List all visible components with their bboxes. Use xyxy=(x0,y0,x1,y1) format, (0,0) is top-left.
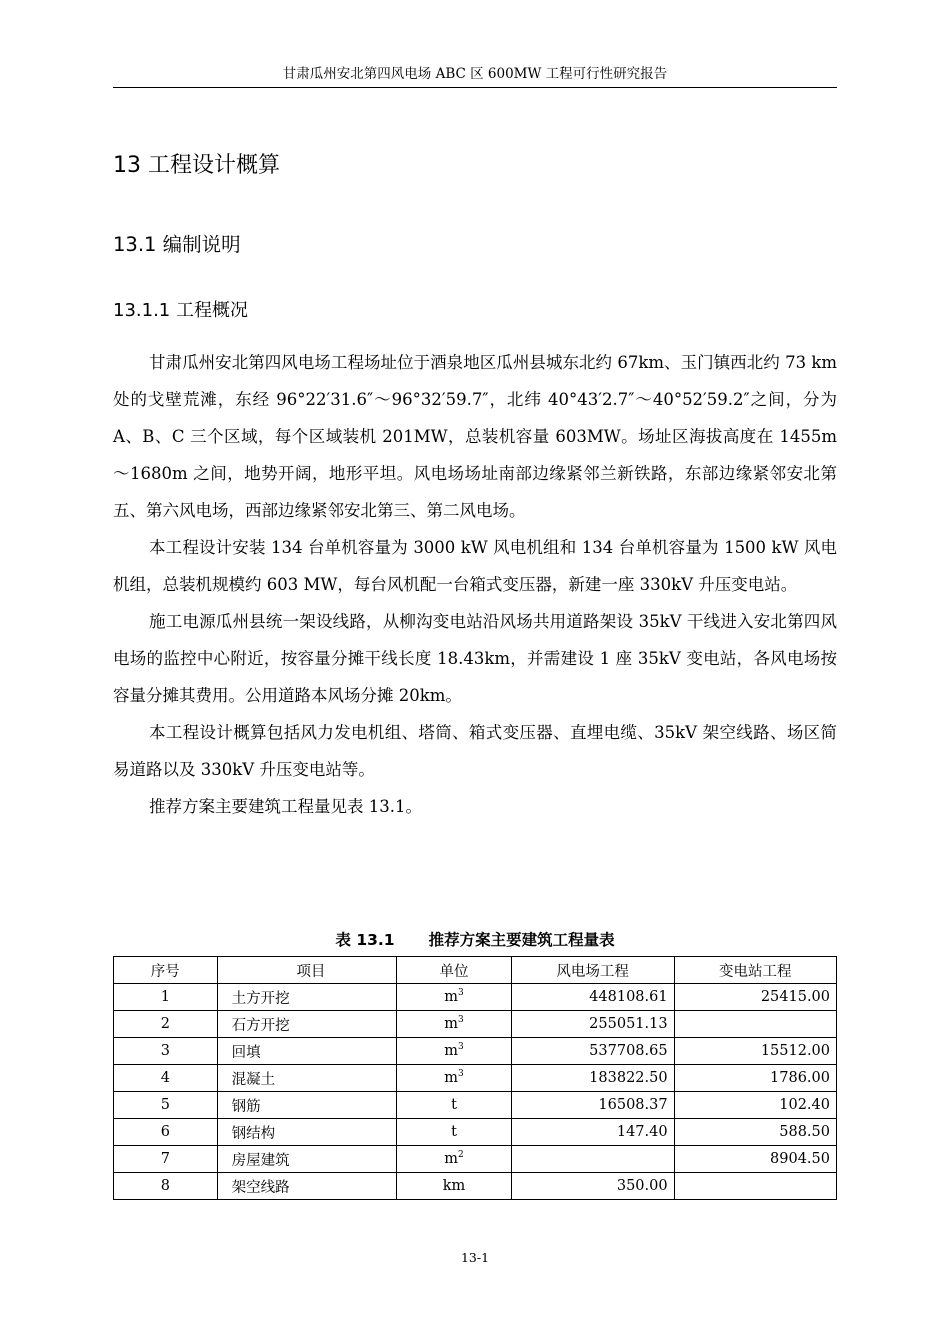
paragraph-power-supply: 施工电源瓜州县统一架设线路，从柳沟变电站沿风场共用道路架设 35kV 干线进入安北第四风电场的监控中心附近，按容量分摊干线长度 18.43km，并需建设 1 座 35kV 变电站，各风电场按容量分摊其费用。公用道路本风场分摊 20km。 xyxy=(113,612,837,705)
table-row xyxy=(114,1011,837,1038)
cell-no: 8 xyxy=(114,1173,218,1200)
cell-unit: t xyxy=(397,1092,511,1119)
body-text xyxy=(113,344,837,825)
cell-item: 土方开挖 xyxy=(217,984,397,1011)
cell-wind-farm: 147.40 xyxy=(511,1119,674,1146)
cell-wind-farm: 537708.65 xyxy=(511,1038,674,1065)
cell-substation xyxy=(674,1011,836,1038)
cell-no: 1 xyxy=(114,984,218,1011)
paragraph-installation: 本工程设计安装 134 台单机容量为 3000 kW 风电机组和 134 台单机容量为 1500 kW 风电机组，总装机规模约 603 MW，每台风机配一台箱式变压器，新建一座 330kV 升压变电站。 xyxy=(113,538,837,594)
table-caption-title: 推荐方案主要建筑工程量表 xyxy=(428,931,615,949)
cell-wind-farm: 255051.13 xyxy=(511,1011,674,1038)
cell-item: 回填 xyxy=(217,1038,397,1065)
table-row xyxy=(114,1038,837,1065)
cell-item: 混凝土 xyxy=(217,1065,397,1092)
table-caption-number: 表 13.1 xyxy=(335,931,395,949)
column-header-item: 项目 xyxy=(217,957,397,984)
cell-item: 钢筋 xyxy=(217,1092,397,1119)
cell-wind-farm: 16508.37 xyxy=(511,1092,674,1119)
quantities-table xyxy=(113,956,837,1200)
paragraph-table-reference: 推荐方案主要建筑工程量见表 13.1。 xyxy=(149,797,422,816)
table-header-row xyxy=(114,957,837,984)
cell-item: 石方开挖 xyxy=(217,1011,397,1038)
cell-item: 架空线路 xyxy=(217,1173,397,1200)
cell-no: 7 xyxy=(114,1146,218,1173)
column-header-no: 序号 xyxy=(114,957,218,984)
chapter-title: 13 工程设计概算 xyxy=(113,153,280,178)
table-caption xyxy=(113,928,837,952)
page-header: 甘肃瓜州安北第四风电场 ABC 区 600MW 工程可行性研究报告 xyxy=(282,66,668,82)
cell-no: 5 xyxy=(114,1092,218,1119)
cell-substation: 15512.00 xyxy=(674,1038,836,1065)
table-row xyxy=(114,1119,837,1146)
cell-unit: $m^2$ xyxy=(397,1146,511,1173)
cell-item: 钢结构 xyxy=(217,1119,397,1146)
cell-unit: $m^3$ xyxy=(397,1065,511,1092)
cell-no: 3 xyxy=(114,1038,218,1065)
cell-unit: $m^3$ xyxy=(397,1011,511,1038)
cell-item: 房屋建筑 xyxy=(217,1146,397,1173)
column-header-substation: 变电站工程 xyxy=(674,957,836,984)
paragraph-estimate-scope: 本工程设计概算包括风力发电机组、塔筒、箱式变压器、直埋电缆、35kV 架空线路、场区简易道路以及 330kV 升压变电站等。 xyxy=(113,723,837,779)
page-number: 13-1 xyxy=(460,1250,490,1265)
header-rule xyxy=(113,87,837,88)
table-row xyxy=(114,1146,837,1173)
cell-substation: 8904.50 xyxy=(674,1146,836,1173)
cell-no: 2 xyxy=(114,1011,218,1038)
cell-substation: 25415.00 xyxy=(674,984,836,1011)
cell-substation: 102.40 xyxy=(674,1092,836,1119)
cell-no: 6 xyxy=(114,1119,218,1146)
table-row xyxy=(114,1092,837,1119)
cell-wind-farm: 350.00 xyxy=(511,1173,674,1200)
column-header-unit: 单位 xyxy=(397,957,511,984)
table-row xyxy=(114,1173,837,1200)
cell-unit: t xyxy=(397,1119,511,1146)
cell-substation: 1786.00 xyxy=(674,1065,836,1092)
column-header-wind-farm: 风电场工程 xyxy=(511,957,674,984)
cell-unit: km xyxy=(397,1173,511,1200)
table-row xyxy=(114,984,837,1011)
section-title: 13.1 编制说明 xyxy=(113,233,241,256)
cell-no: 4 xyxy=(114,1065,218,1092)
cell-wind-farm xyxy=(511,1146,674,1173)
cell-unit: $m^3$ xyxy=(397,1038,511,1065)
table-row xyxy=(114,1065,837,1092)
cell-wind-farm: 183822.50 xyxy=(511,1065,674,1092)
paragraph-site-overview: 甘肃瓜州安北第四风电场工程场址位于酒泉地区瓜州县城东北约 67km、玉门镇西北约 73 km 处的戈壁荒滩，东经 96°22′31.6″～96°32′59.7″，北纬 40°43′2.7″～40°52′59.2″之间，分为 A、B、C 三个区域，每个区域装机 201MW，总装机容量 603MW。场址区海拔高度在 1455m～1680m 之间，地势开阔，地形平坦。风电场场址南部边缘紧邻兰新铁路，东部边缘紧邻安北第五、第六风电场，西部边缘紧邻安北第三、第二风电场。 xyxy=(113,353,837,520)
cell-unit: $m^3$ xyxy=(397,984,511,1011)
cell-substation xyxy=(674,1173,836,1200)
cell-wind-farm: 448108.61 xyxy=(511,984,674,1011)
subsection-title: 13.1.1 工程概况 xyxy=(113,300,248,321)
cell-substation: 588.50 xyxy=(674,1119,836,1146)
